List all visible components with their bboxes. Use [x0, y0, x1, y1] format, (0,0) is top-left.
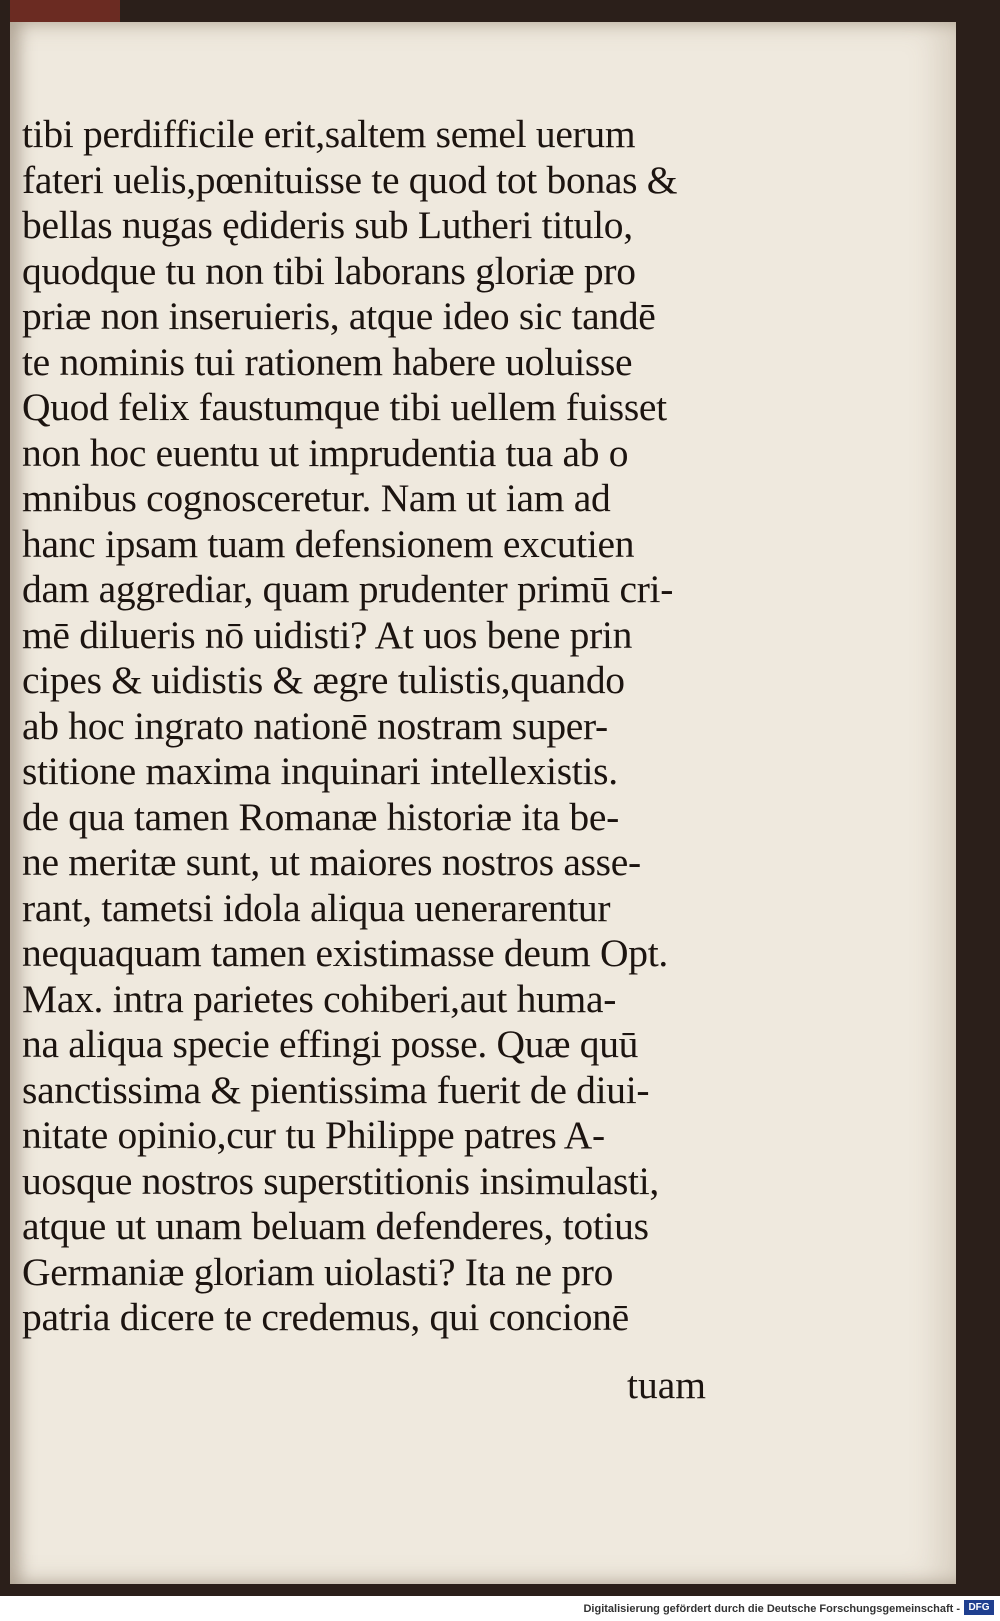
text-line: dam aggrediar, quam prudenter primū cri-	[22, 567, 674, 611]
text-line: fateri uelis,pœnituisse te quod tot bonas &	[22, 157, 678, 202]
text-line: priæ non inseruieris, atque ideo sic tandē	[22, 294, 656, 338]
text-line: non hoc euentu ut imprudentia tua ab o	[22, 430, 629, 475]
text-line: nequaquam tamen existimasse deum Opt.	[22, 931, 668, 975]
text-line: cipes & uidistis & ægre tulistis,quando	[22, 658, 625, 702]
text-line: de qua tamen Romanæ historiæ ita be-	[22, 794, 619, 839]
text-line: ne meritæ sunt, ut maiores nostros asse-	[22, 840, 641, 884]
text-line: ab hoc ingrato nationē nostram super-	[22, 703, 608, 748]
text-line: atque ut unam beluam defenderes, totius	[22, 1204, 649, 1248]
text-line: mē dilueris nō uidisti? At uos bene prin	[22, 612, 633, 657]
text-line: mnibus cognosceretur. Nam ut iam ad	[22, 476, 611, 520]
text-line: te nominis tui rationem habere uoluisse	[22, 339, 633, 384]
text-line: na aliqua specie effingi posse. Quæ quū	[22, 1022, 639, 1066]
dfg-logo: DFG	[964, 1600, 994, 1615]
text-line: tibi perdifficile erit,saltem semel uerum	[22, 112, 636, 156]
text-line: Germaniæ gloriam uiolasti? Ita ne pro	[22, 1249, 614, 1294]
text-line: nitate opinio,cur tu Philippe patres A-	[22, 1113, 605, 1157]
digitization-credit: Digitalisierung gefördert durch die Deutsche Forschungsgemeinschaft -	[583, 1603, 960, 1615]
text-line: hanc ipsam tuam defensionem excutien	[22, 521, 635, 566]
text-line: Max. intra parietes cohiberi,aut huma-	[22, 976, 617, 1021]
text-line: sanctissima & pientissima fuerit de diui-	[22, 1067, 650, 1112]
text-line: bellas nugas ędideris sub Lutheri titulo,	[22, 203, 633, 247]
page-edge-top	[10, 0, 120, 22]
text-line: uosque nostros superstitionis insimulasti,	[22, 1158, 659, 1203]
page-text-block	[22, 112, 732, 1341]
text-line: quodque tu non tibi laborans gloriæ pro	[22, 248, 636, 293]
text-line: Quod felix faustumque tibi uellem fuisset	[22, 385, 667, 429]
text-line: rant, tametsi idola aliqua uenerarentur	[22, 885, 611, 930]
text-line: stitione maxima inquinari intellexistis.	[22, 749, 618, 793]
text-line: patria dicere te credemus, qui concionē	[22, 1295, 629, 1339]
catchword: tuam	[627, 1363, 706, 1407]
